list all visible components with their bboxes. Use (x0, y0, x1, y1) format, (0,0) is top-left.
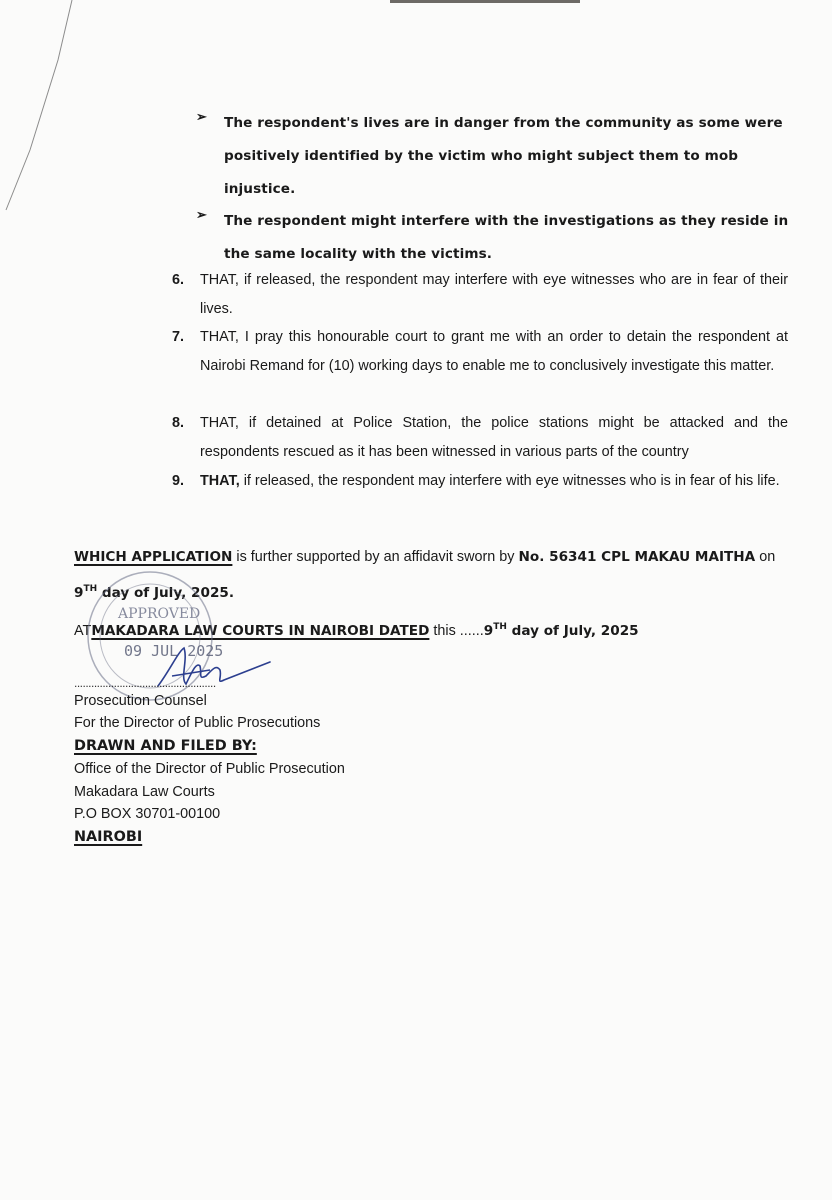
courts-prefix: AT (74, 623, 92, 639)
support-heading: WHICH APPLICATION (74, 549, 233, 565)
paragraph-lead: THAT, (200, 473, 240, 489)
filer-court: Makadara Law Courts (74, 784, 215, 800)
paragraph-number: 9. (172, 473, 185, 489)
courts-date: day of July, 2025 (511, 623, 639, 639)
filer-address: P.O BOX 30701-00100 (74, 806, 221, 822)
courts-ordinal: TH (493, 622, 507, 632)
court-name: MAKADARA LAW COURTS IN NAIROBI DATED (91, 623, 430, 639)
paragraph-number: 6. (172, 272, 185, 288)
bullet-text: The respondent might interfere with the investigations as they reside in the same locality with the victims. (224, 213, 789, 262)
signature-line: .................................................. (74, 676, 216, 690)
stamp-date-text: 09 JUL 2025 (124, 642, 224, 660)
stamp-approved-text: APPROVED (118, 606, 201, 622)
support-ordinal: TH (83, 584, 98, 594)
paragraph-number: 7. (172, 329, 185, 345)
page-edge-shadow (390, 0, 580, 3)
bullet-text: The respondent's lives are in danger from the community as some were positively identified by the victim who might subject them to mob injustice. (224, 115, 783, 197)
courts-day: 9 (483, 623, 494, 639)
courts-this: this ...... (433, 623, 484, 639)
paragraph-text (200, 467, 788, 496)
paragraph-text: THAT, if released, the respondent may interfere with eye witnesses who are in fear of their lives. (200, 272, 788, 317)
paragraph-text: THAT, I pray this honourable court to grant me with an order to detain the respondent at Nairobi Remand for (10) working days to enable me to conclusively investigate this matter. (200, 329, 788, 374)
arrow-bullet-icon: ➢ (196, 207, 207, 222)
paragraph-text: THAT, if detained at Police Station, the police stations might be attacked and the respondents rescued as it has been witnessed in various parts of the country (200, 415, 788, 460)
support-date: day of July, 2025. (101, 585, 235, 601)
filer-office: Office of the Director of Public Prosecution (74, 761, 345, 777)
officer-name: No. 56341 CPL MAKAU MAITHA (518, 549, 756, 565)
arrow-bullet-icon: ➢ (196, 109, 207, 124)
paragraph-body: if released, the respondent may interfere with eye witnesses who is in fear of his life. (243, 473, 780, 489)
drawn-filed-heading: DRAWN AND FILED BY: (74, 738, 257, 754)
signatory-role: Prosecution Counsel (74, 693, 207, 709)
support-day: 9 (74, 585, 84, 601)
filer-city: NAIROBI (74, 829, 143, 845)
support-text: is further supported by an affidavit sworn by (236, 549, 515, 565)
support-on: on (759, 549, 776, 565)
scan-edge-line (0, 0, 80, 220)
signatory-office: For the Director of Public Prosecutions (74, 715, 321, 731)
paragraph-number: 8. (172, 415, 185, 431)
